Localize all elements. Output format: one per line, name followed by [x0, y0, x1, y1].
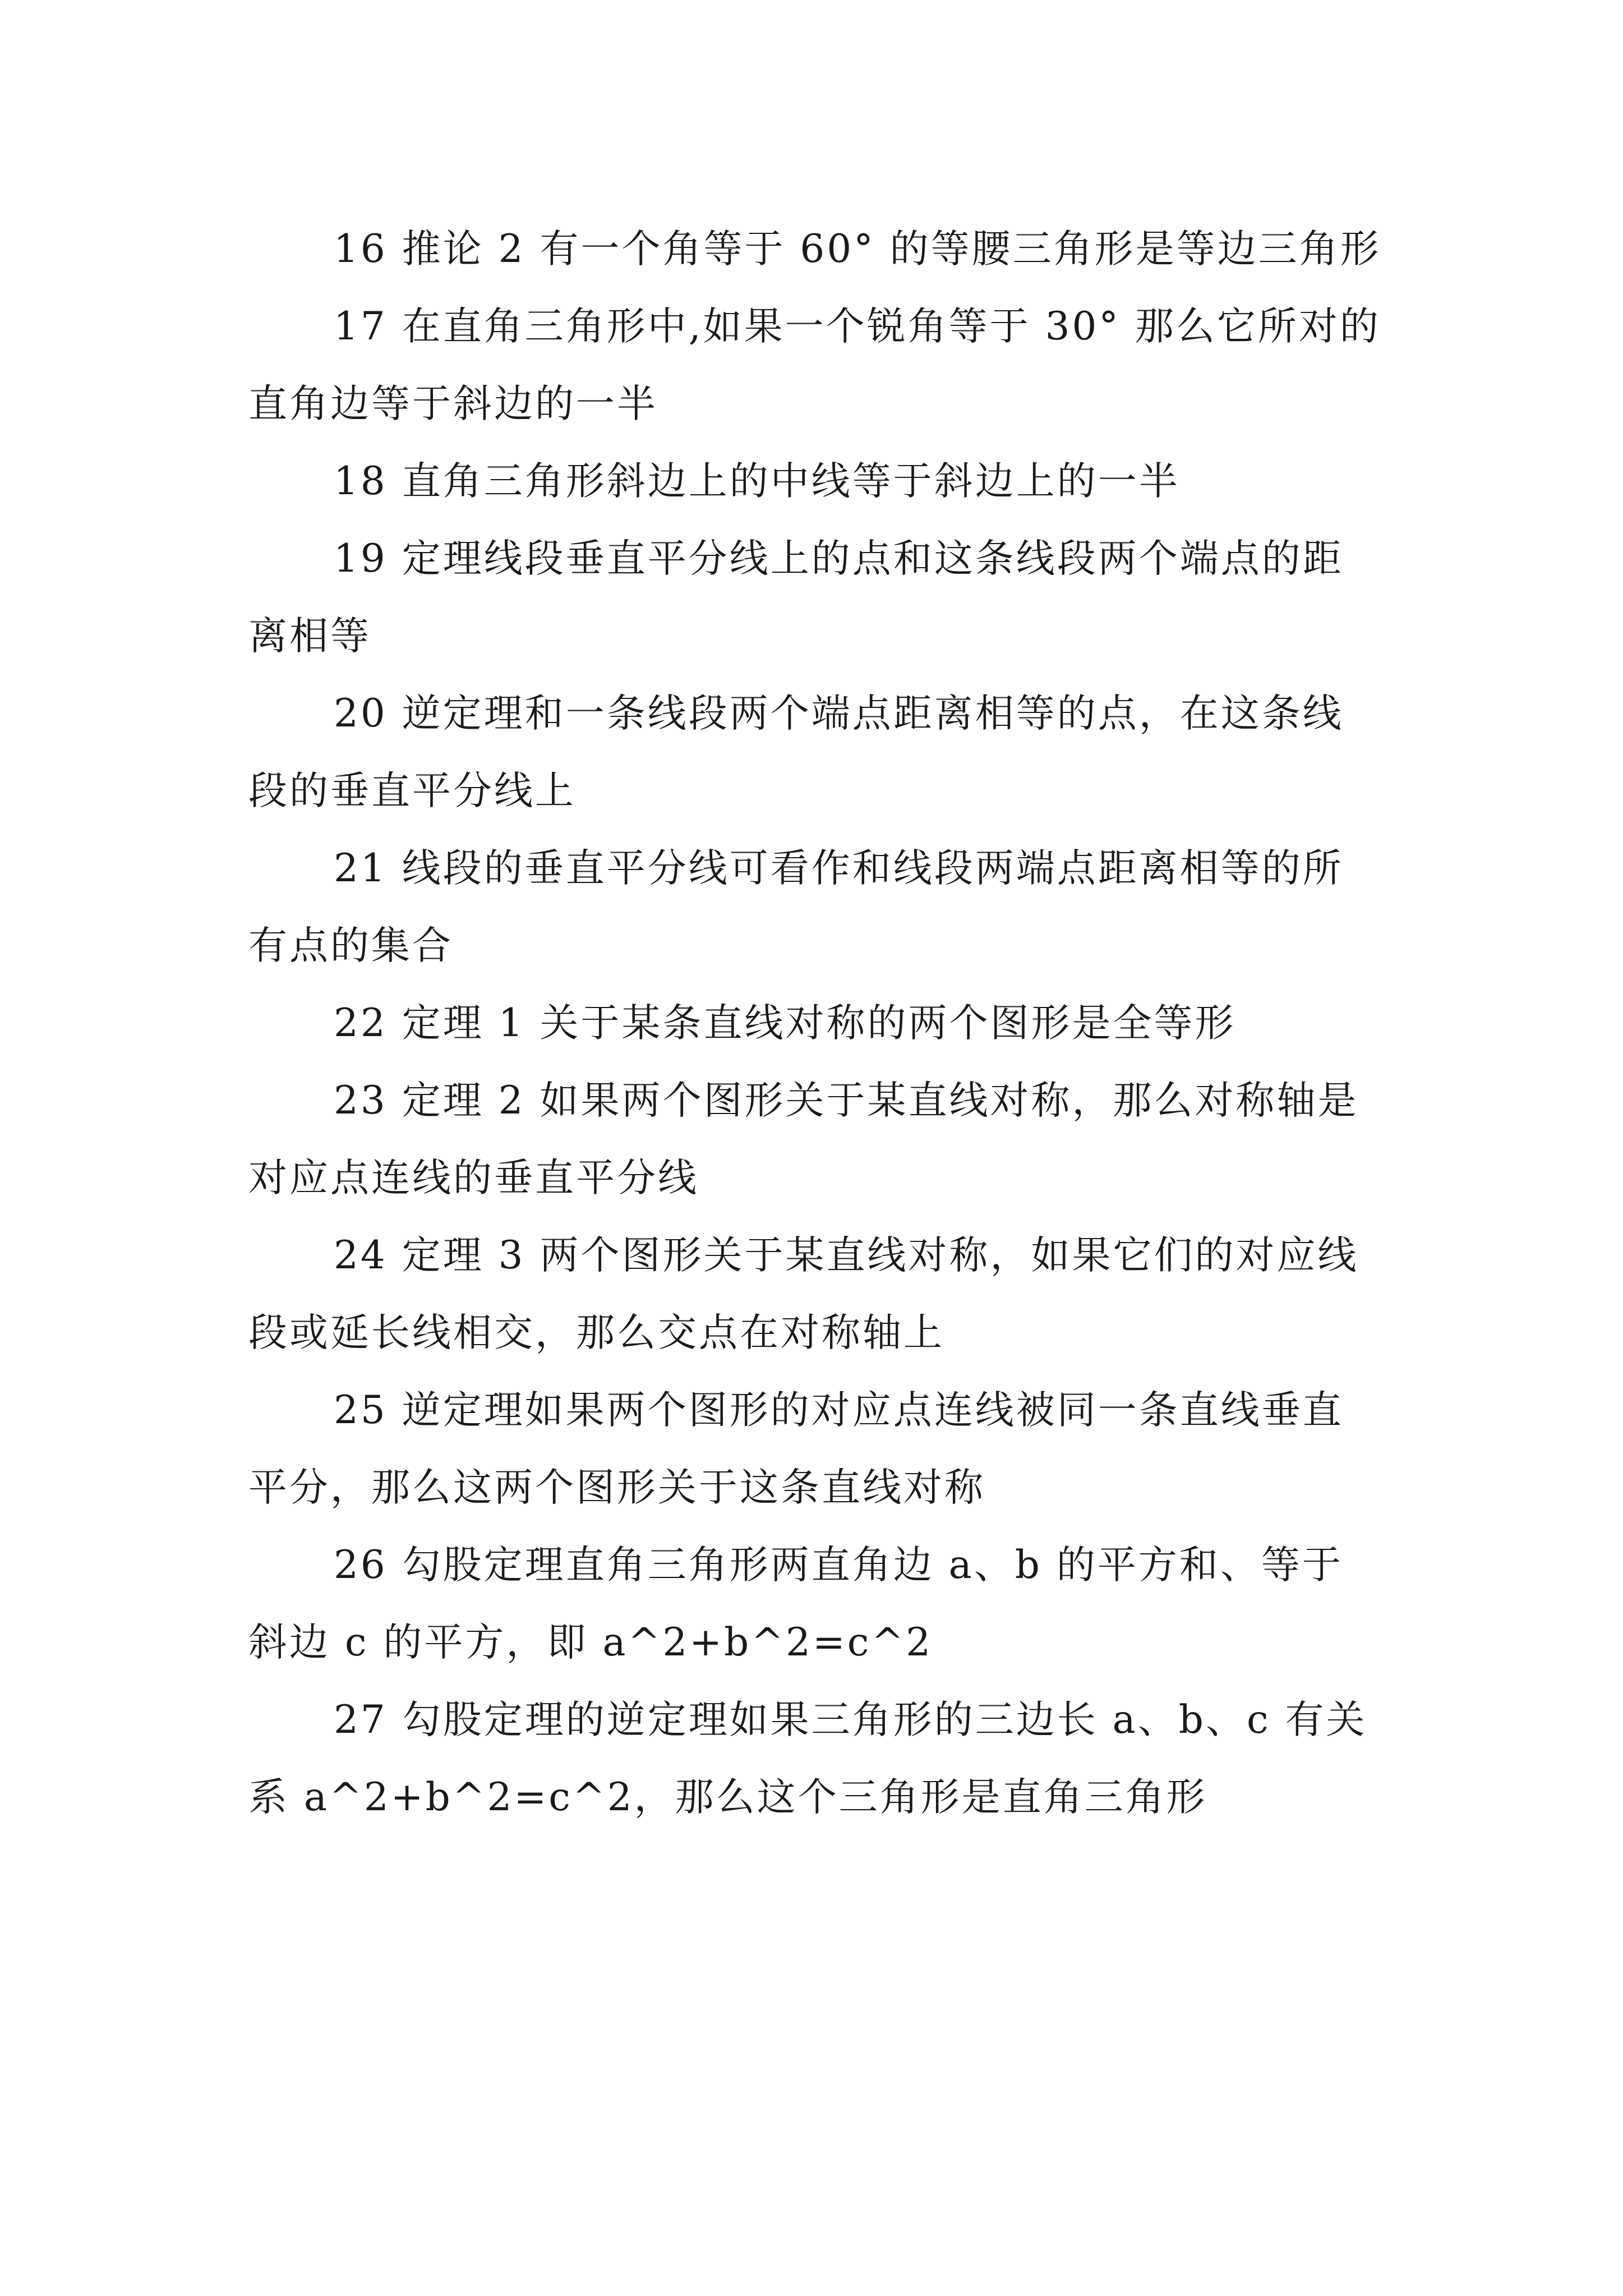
- paragraph-23: 23 定理 2 如果两个图形关于某直线对称，那么对称轴是对应点连线的垂直平分线: [248, 1078, 1359, 1200]
- document-body: [248, 210, 1381, 1836]
- paragraph-24: 24 定理 3 两个图形关于某直线对称，如果它们的对应线段或延长线相交，那么交点在对称轴上: [248, 1233, 1359, 1355]
- paragraph-17: 17 在直角三角形中,如果一个锐角等于 30° 那么它所对的直角边等于斜边的一半: [248, 304, 1381, 426]
- paragraph-20: 20 逆定理和一条线段两个端点距离相等的点，在这条线段的垂直平分线上: [248, 691, 1344, 813]
- paragraph-16: 16 推论 2 有一个角等于 60° 的等腰三角形是等边三角形: [334, 227, 1381, 272]
- paragraph-27: 27 勾股定理的逆定理如果三角形的三边长 a、b、c 有关系 a^2+b^2=c^2，那么这个三角形是直角三角形: [248, 1697, 1367, 1820]
- paragraph-19: 19 定理线段垂直平分线上的点和这条线段两个端点的距离相等: [248, 536, 1344, 659]
- paragraph-22: 22 定理 1 关于某条直线对称的两个图形是全等形: [334, 1001, 1236, 1046]
- paragraph-21: 21 线段的垂直平分线可看作和线段两端点距离相等的所有点的集合: [248, 846, 1344, 968]
- paragraph-25: 25 逆定理如果两个图形的对应点连线被同一条直线垂直平分，那么这两个图形关于这条直线对称: [248, 1388, 1344, 1510]
- paragraph-18: 18 直角三角形斜边上的中线等于斜边上的一半: [334, 459, 1180, 504]
- paragraph-26: 26 勾股定理直角三角形两直角边 a、b 的平方和、等于斜边 c 的平方，即 a^2+b^2=c^2: [248, 1543, 1343, 1665]
